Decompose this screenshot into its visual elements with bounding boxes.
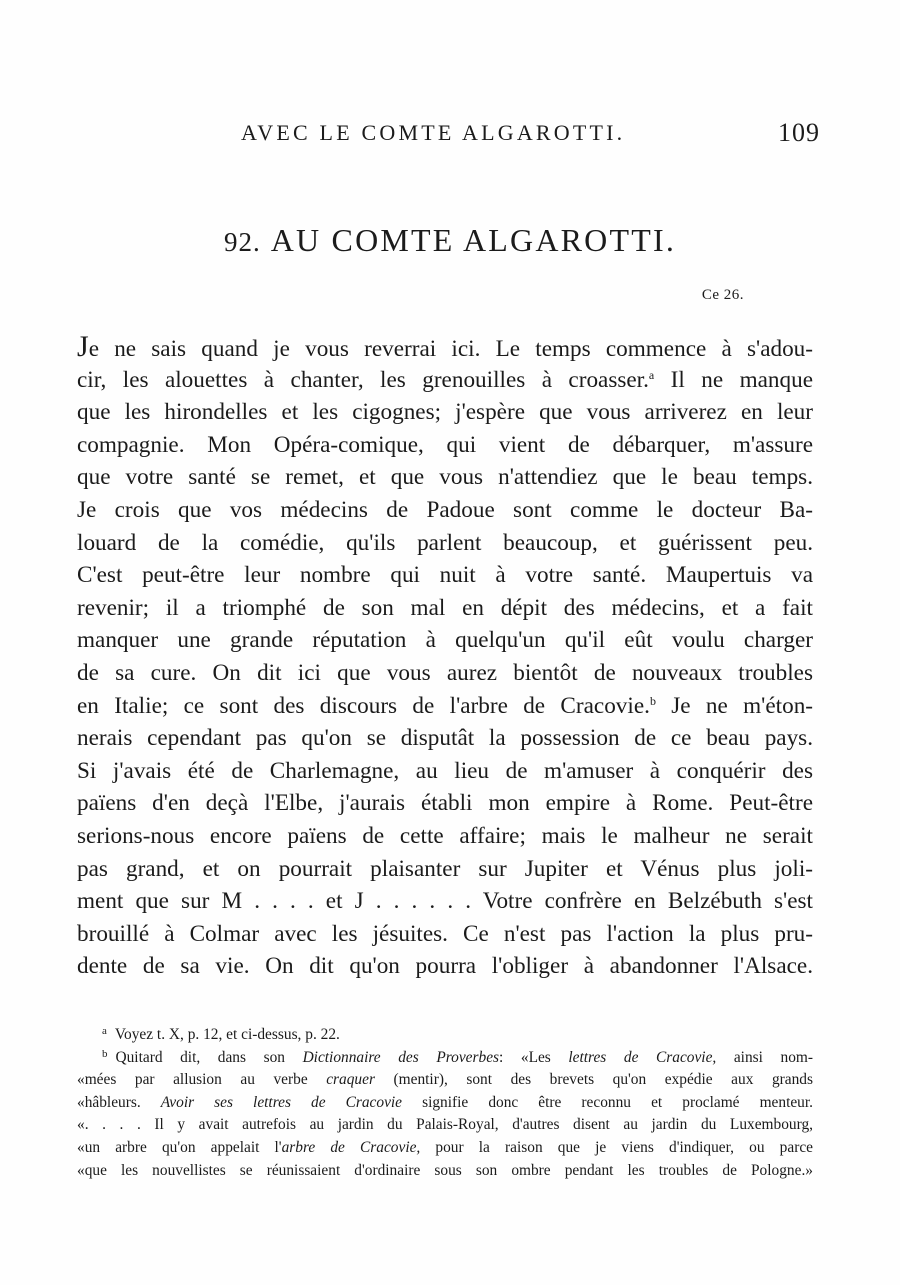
footnote-a: $^a$ Voyez t. X, p. 12, et ci-dessus, p. 22. [102, 1025, 340, 1043]
footnote-ref-b[interactable]: b [649, 693, 656, 708]
body-line: que les hirondelles et les cigognes; j'espère que vous arriverez en leur [77, 399, 813, 426]
footnote-b: $^b$ Quitard dit, dans son Dictionnaire des Proverbes: «Les lettres de Cracovie, ainsi nom- [102, 1047, 813, 1066]
body-line: en Italie; ce sont des discours de l'arbre de Cracovie.$^b$ Je ne m'éton- [77, 692, 814, 719]
body-line: pas grand, et on pourrait plaisanter sur Jupiter et Vénus plus joli- [77, 855, 813, 882]
body-line: Si j'avais été de Charlemagne, au lieu de m'amuser à conquérir des [77, 757, 813, 784]
letter-number: 92. [223, 227, 261, 257]
body-line: brouillé à Colmar avec les jésuites. Ce n'est pas l'action la plus pru- [77, 920, 813, 947]
page-number: 109 [778, 118, 820, 147]
body-line: revenir; il a triomphé de son mal en dépit des médecins, et a fait [77, 594, 813, 621]
body-line: manquer une grande réputation à quelqu'un qu'il eût voulu charger [77, 627, 813, 654]
footnote-b-line: «. . . . Il y avait autrefois au jardin du Palais-Royal, d'autres disent au jardin du Luxembourg, [77, 1116, 813, 1134]
running-head [0, 118, 900, 158]
body-line: compagnie. Mon Opéra-comique, qui vient de débarquer, m'assure [77, 431, 813, 458]
body-line: nerais cependant pas qu'on se disputât la possession de ce beau pays. [77, 725, 813, 752]
footnote-b-line: «un arbre qu'on appelait l'arbre de Cracovie, pour la raison que je viens d'indiquer, ou parce [77, 1138, 813, 1156]
letter-heading [0, 222, 900, 259]
footnote-b-line: «mées par allusion au verbe craquer (mentir), sont des brevets qu'on expédie aux grands [77, 1071, 813, 1089]
letter-title: AU COMTE ALGAROTTI. [270, 222, 677, 258]
body-line: C'est peut-être leur nombre qui nuit à votre santé. Maupertuis va [77, 562, 813, 589]
body-line: cir, les alouettes à chanter, les grenouilles à croasser.$^a$ Il ne manque [77, 366, 814, 393]
footnote-b-line: «hâbleurs. Avoir ses lettres de Cracovie signifie donc être reconnu et proclamé menteur. [77, 1093, 813, 1111]
body-line: païens d'en deçà l'Elbe, j'aurais établi mon empire à Rome. Peut-être [77, 790, 813, 817]
body-line: de sa cure. On dit ici que vous aurez bientôt de nouveaux troubles [77, 659, 813, 686]
footnote-marker: a [102, 1025, 107, 1037]
body-line: ment que sur M . . . . et J . . . . . . Votre confrère en Belzébuth s'est [77, 888, 813, 915]
letter-date: Ce 26. [701, 287, 744, 303]
body-line: que votre santé se remet, et que vous n'attendiez que le beau temps. [77, 464, 813, 491]
body-line: louard de la comédie, qu'ils parlent beaucoup, et guérissent peu. [77, 529, 813, 556]
footnotes [77, 1024, 813, 1182]
body-line: Je crois que vos médecins de Padoue sont comme le docteur Ba- [77, 496, 813, 523]
running-title: AVEC LE COMTE ALGAROTTI. [241, 120, 626, 145]
footnote-marker: b [102, 1047, 108, 1060]
body-line: Je ne sais quand je vous reverrai ici. Le temps commence à s'adou- [77, 330, 813, 363]
body-line: serions-nous encore païens de cette affaire; mais le malheur ne serait [77, 822, 813, 849]
footnote-b-line: «que les nouvellistes se réunissaient d'ordinaire sous son ombre pendant les troubles de Pologne.» [77, 1161, 813, 1179]
letter-body [77, 331, 813, 983]
footnote-ref-a[interactable]: a [648, 367, 655, 382]
initial-letter: J [77, 330, 89, 363]
body-line: dente de sa vie. On dit qu'on pourra l'obliger à abandonner l'Alsace. [77, 953, 813, 980]
